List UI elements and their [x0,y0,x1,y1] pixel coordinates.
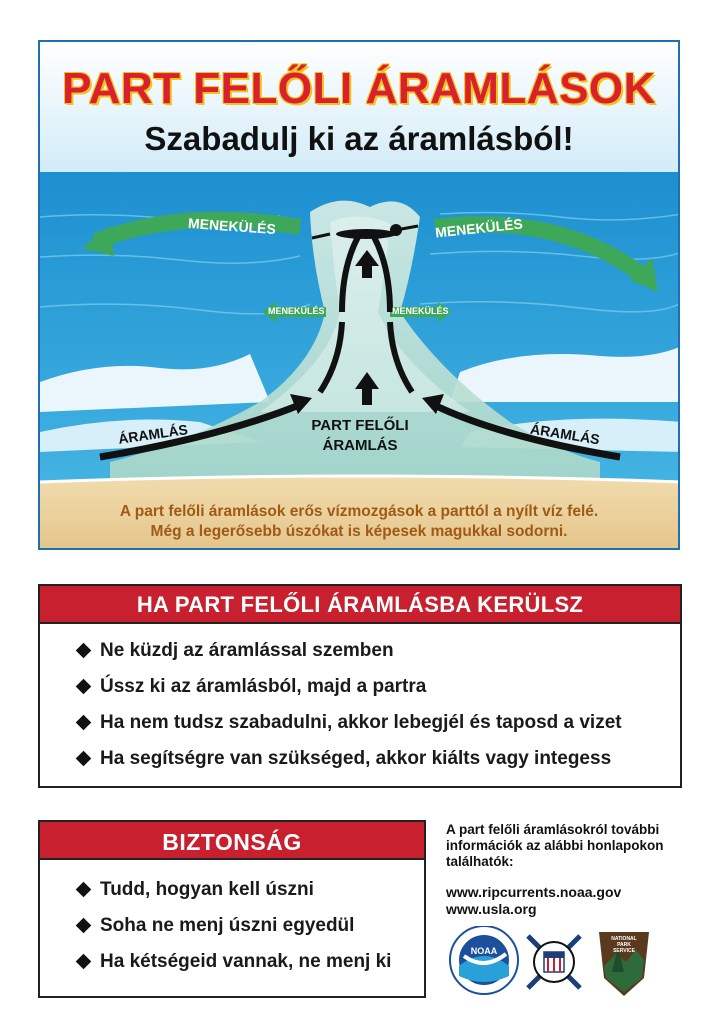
if-caught-header: HA PART FELŐLI ÁRAMLÁSBA KERÜLSZ [40,586,680,624]
if-caught-box [38,584,682,788]
nps-logo-icon [599,932,649,996]
diamond-bullet-icon [76,751,92,767]
beach-description [40,502,678,542]
escape-label-right: MENEKÜLÉS [434,215,524,241]
escape-small-right: MENEKÜLÉS [392,306,449,316]
escape-label-left: MENEKÜLÉS [187,214,277,238]
info-links [446,884,621,918]
list-item: Ha kétségeid vannak, ne menj ki [78,951,424,987]
list-item: Ha nem tudsz szabadulni, akkor lebegjél és taposd a vizet [78,712,680,748]
safety-list [40,860,424,987]
agency-logos [444,926,704,998]
rip-label-line1: PART FELŐLI [311,417,409,434]
beach-scene [40,42,680,550]
current-label-right: ÁRAMLÁS [529,420,601,448]
svg-text:PARK: PARK [617,942,631,948]
usla-logo-icon [528,936,580,988]
diamond-bullet-icon [76,954,92,970]
noaa-logo-icon [450,926,518,994]
beach-line1: A part felőli áramlások erős vízmozgások a parttól a nyílt víz felé. [119,503,599,520]
poster-subtitle: Szabadulj ki az áramlásból! [144,120,574,157]
rip-current-illustration [38,40,680,550]
svg-text:NOAA: NOAA [470,946,498,956]
diamond-bullet-icon [76,882,92,898]
rip-current-label [295,416,425,456]
list-item: Tudd, hogyan kell úszni [78,879,424,915]
link-usla[interactable]: www.usla.org [446,901,537,917]
list-item: Ne küzdj az áramlással szemben [78,640,680,676]
diamond-bullet-icon [76,643,92,659]
safety-box [38,820,426,998]
svg-text:NATIONAL: NATIONAL [611,936,637,942]
rip-label-line2: ÁRAMLÁS [322,437,398,454]
list-item: Ha segítségre van szükséged, akkor kiálts vagy integess [78,748,680,784]
current-label-left: ÁRAMLÁS [117,421,189,447]
poster-title: PART FELŐLI ÁRAMLÁSOK [62,64,656,113]
diamond-bullet-icon [76,715,92,731]
escape-small-left: MENEKÜLÉS [268,306,325,316]
if-caught-list [40,624,680,784]
link-noaa[interactable]: www.ripcurrents.noaa.gov [446,884,622,900]
beach-line2: Még a legerősebb úszókat is képesek magukkal sodorni. [150,523,568,540]
list-item: Ússz ki az áramlásból, majd a partra [78,676,680,712]
safety-header: BIZTONSÁG [40,822,424,860]
diamond-bullet-icon [76,679,92,695]
diamond-bullet-icon [76,918,92,934]
more-info-text: A part felőli áramlásokról további információk az alábbi honlapokon találhatók: [446,822,664,869]
list-item: Soha ne menj úszni egyedül [78,915,424,951]
svg-text:SERVICE: SERVICE [613,948,635,954]
